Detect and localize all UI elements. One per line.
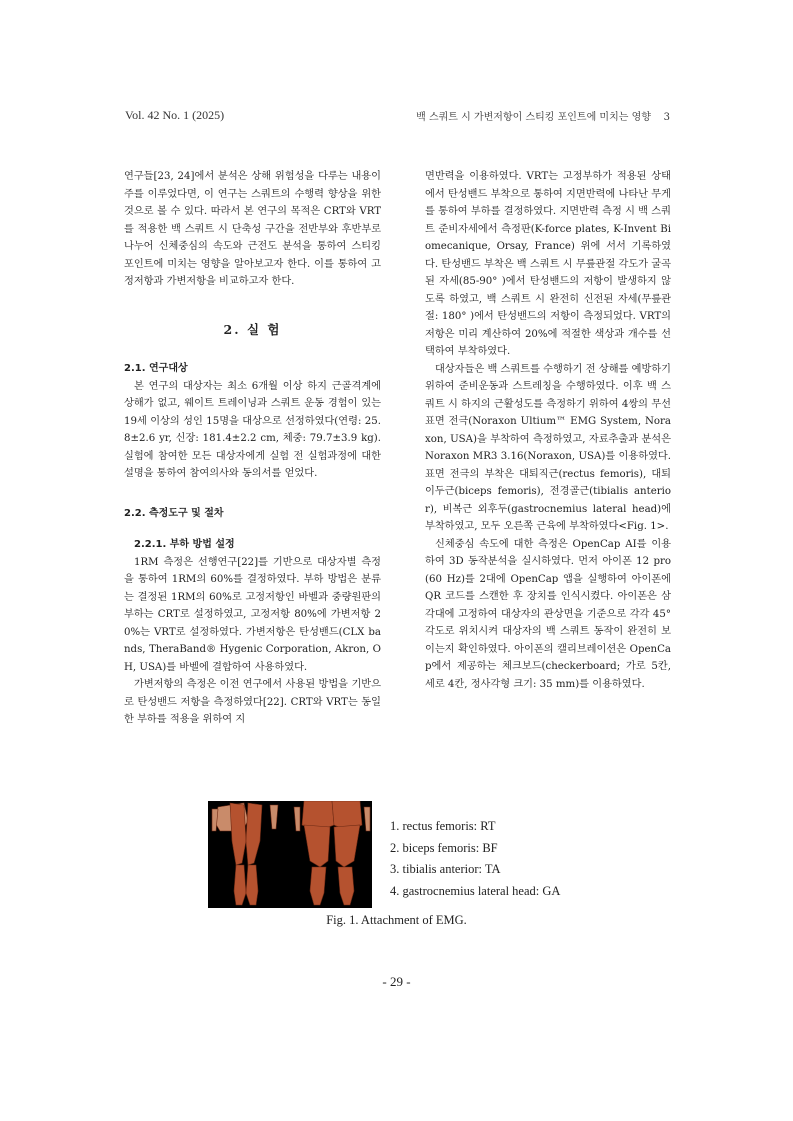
ground-reaction-paragraph: 면반력을 이용하였다. VRT는 고정부하가 적용된 상태에서 탄성밴드 부착으로 통하여 지면반력에 나타난 무게를 통하여 부하를 결정하였다. 지면반력 측정 시 백 스쿼트 준비자세에서 측정판(K-force plates, K-Invent Biomecanique, Orsay, France) 위에 서서 기록하였다. 탄성밴드 부착은 백 스쿼트 시 무릎관절 각도가 굴곡된 자세(85-90° )에서 탄성밴드의 저항이 발생하지 않도록 하였고, 백 스쿼트 시 완전히 신전된 자세(무릎관절: 180° )에서 탄성밴드의 저항이 측정되었다. VRT의 저항은 미리 계산하여 20%에 적절한 색상과 개수를 선택하여 부착하였다. — [425, 171, 671, 357]
muscle-anatomy-illustration — [208, 801, 372, 908]
emg-paragraph: 대상자들은 백 스쿼트를 수행하기 전 상해를 예방하기 위하여 준비운동과 스트레칭을 수행하였다. 이후 백 스쿼트 시 하지의 근활성도를 측정하기 위하여 4쌍의 무선 표면 전극(Noraxon Ultium™ EMG System, Noraxon, USA)을 부착하여 측정하였고, 자료추출과 분석은 Noraxon MR3 3.16(Noraxon, USA)를 이용하였다. 표면 전극의 부착은 대퇴직근(rectus femoris), 대퇴이두근(biceps femoris), 전경골근(tibialis anterior), 비복근 외후두(gastrocnemius lateral head)에 부착하였고, 모두 오른쪽 근육에 부착하였다<Fig. 1>. — [425, 363, 671, 532]
figure-caption: Fig. 1. Attachment of EMG. — [326, 913, 467, 927]
subjects-paragraph: 본 연구의 대상자는 최소 6개월 이상 하지 근골격계에 상해가 없고, 웨이트 트레이닝과 스쿼트 운동 경험이 있는 19세 이상의 성인 15명을 대상으로 선정하였다(연령: 25.8±2.6 yr, 신장: 181.4±2.2 cm, 체중: 79.7±3.9 kg). 실험에 참여한 모든 대상자에게 실험 전 실험과정에 대한 설명을 통하여 참여의사와 동의서를 얻었다. — [124, 380, 381, 479]
header-page-number: 3 — [663, 112, 670, 123]
subsubsection-title-load: 2.2.1. 부하 방법 설정 — [134, 539, 235, 550]
load-paragraph-2: 가변저항의 측정은 이전 연구에서 사용된 방법을 기반으로 탄성밴드 저항을 측정하였다[22]. CRT와 VRT는 동일한 부하를 적용을 위하여 지 — [124, 679, 381, 725]
section-title: 2. 실 험 — [223, 321, 282, 337]
figure-legend — [390, 816, 560, 902]
legend-item: 3. tibialis anterior: TA — [390, 862, 501, 876]
legend-item: 1. rectus femoris: RT — [390, 819, 496, 833]
legend-item: 4. gastrocnemius lateral head: GA — [390, 883, 561, 898]
subsection-title-subjects: 2.1. 연구대상 — [124, 363, 188, 374]
intro-paragraph: 연구들[23, 24]에서 분석은 상해 위험성을 다루는 내용이 주를 이루었다면, 이 연구는 스쿼트의 수행력 향상을 위한 것으로 볼 수 있다. 따라서 본 연구의 목적은 CRT와 VRT를 적용한 백 스쿼트 시 단축성 구간을 전반부와 후반부로 나누어 신체중심의 속도와 근전도 분석을 통하여 스티킹 포인트에 미치는 영향을 알아보고자 한다. 이를 통하여 고정저항과 가변저항을 비교하고자 한다. — [124, 171, 381, 287]
page-number: - 29 - — [382, 974, 411, 989]
right-column — [425, 168, 671, 693]
running-header — [125, 108, 670, 124]
opencap-paragraph: 신체중심 속도에 대한 측정은 OpenCap AI를 이용하여 3D 동작분석을 실시하였다. 먼저 아이폰 12 pro(60 Hz)를 2대에 OpenCap 앱을 실행하여 아이폰에 QR 코드를 스캔한 후 장치를 인식시켰다. 아이폰은 삼각대에 고정하여 대상자의 관상면을 기준으로 각각 45° 각도로 위치시켜 대상자의 백 스쿼트 동작이 완전히 보이는지 확인하였다. 아이폰의 캘리브레이션은 OpenCap에서 제공하는 체크보드(checkerboard; 가로 5칸, 세로 4칸, 정사각형 크기: 35 mm)를 이용하였다. — [425, 538, 671, 690]
subsection-title-procedure: 2.2. 측정도구 및 절차 — [124, 507, 224, 519]
left-column — [124, 168, 381, 729]
running-title-wrap — [416, 108, 670, 123]
emg-attachment-figure — [208, 801, 372, 908]
journal-volume: Vol. 42 No. 1 (2025) — [125, 108, 225, 122]
running-title: 백 스쿼트 시 가변저항이 스티킹 포인트에 미치는 영향 — [416, 112, 651, 123]
legend-item: 2. biceps femoris: BF — [390, 840, 498, 855]
load-paragraph-1: 1RM 측정은 선행연구[22]를 기반으로 대상자별 측정을 통하여 1RM의 60%를 결정하였다. 부하 방법은 분류는 결정된 1RM의 60%로 고정저항인 바벨과 중량원판의 부하는 CRT로 설정하였고, 고정저항 80%에 가변저항 20%는 VRT로 설정하였다. 가변저항은 탄성밴드(CLX bands, TheraBand® Hygenic Corporation, Akron, OH, USA)를 바벨에 결합하여 사용하였다. — [124, 556, 381, 673]
